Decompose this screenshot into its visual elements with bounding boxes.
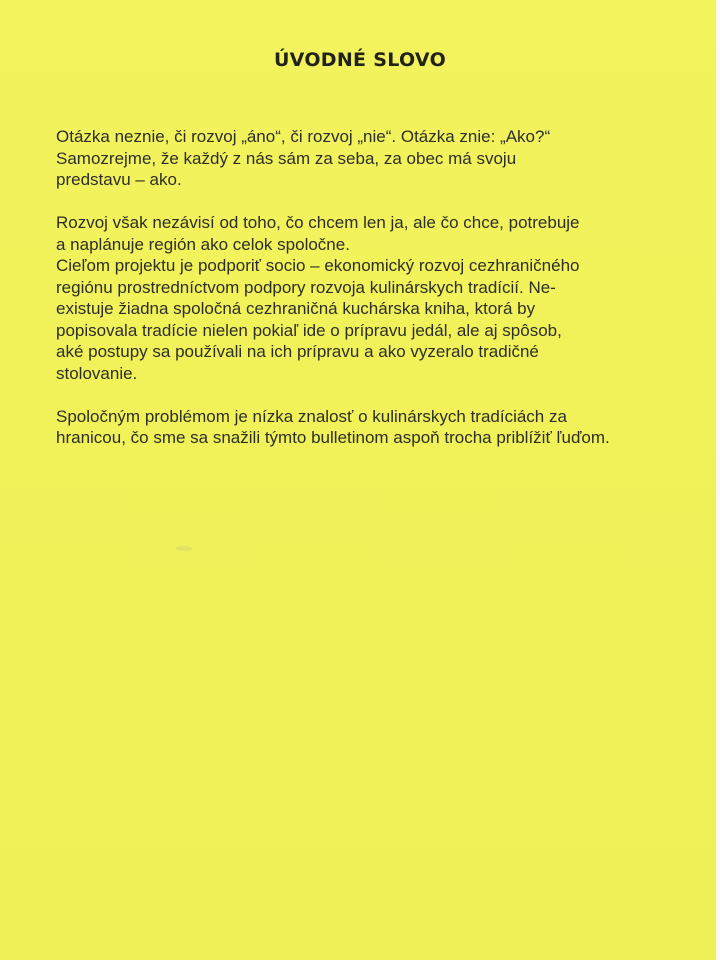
text-line: hranicou, čo sme sa snažili týmto bulletinom aspoň trocha priblížiť ľuďom. — [56, 428, 610, 447]
text-line: stolovanie. — [56, 363, 138, 383]
text-line: Samozrejme, že každý z nás sám za seba, za obec má svoju — [56, 148, 517, 168]
text-line: Spoločným problémom je nízka znalosť o kulinárskych tradíciách za — [56, 406, 567, 426]
text-line: Otázka neznie, či rozvoj „áno“, či rozvoj „nie“. Otázka znie: „Ako?“ — [56, 127, 551, 146]
page-edge — [716, 0, 720, 960]
text-line: Rozvoj však nezávisí od toho, čo chcem len ja, ale čo chce, potrebuje — [56, 213, 580, 232]
text-line: a naplánuje región ako celok spoločne. — [56, 234, 350, 254]
text-line: regiónu prostredníctvom podpory rozvoja kulinárskych tradícií. Ne- — [56, 277, 556, 297]
text-line: popisovala tradície nielen pokiaľ ide o prípravu jedál, ale aj spôsob, — [56, 320, 562, 340]
paper-smudge — [176, 546, 192, 551]
paragraph-3 — [56, 406, 696, 449]
text-line: Cieľom projektu je podporiť socio – ekonomický rozvoj cezhraničného — [56, 256, 580, 275]
text-line: predstavu – ako. — [56, 170, 182, 189]
text-line: existuje žiadna spoločná cezhraničná kuchárska kniha, ktorá by — [56, 299, 536, 318]
paragraph-2 — [56, 212, 696, 384]
body-text — [56, 126, 696, 470]
text-line: aké postupy sa používali na ich prípravu a ako vyzeralo tradičné — [56, 342, 539, 361]
paragraph-1 — [56, 126, 696, 191]
page-title: ÚVODNÉ SLOVO — [273, 49, 447, 71]
